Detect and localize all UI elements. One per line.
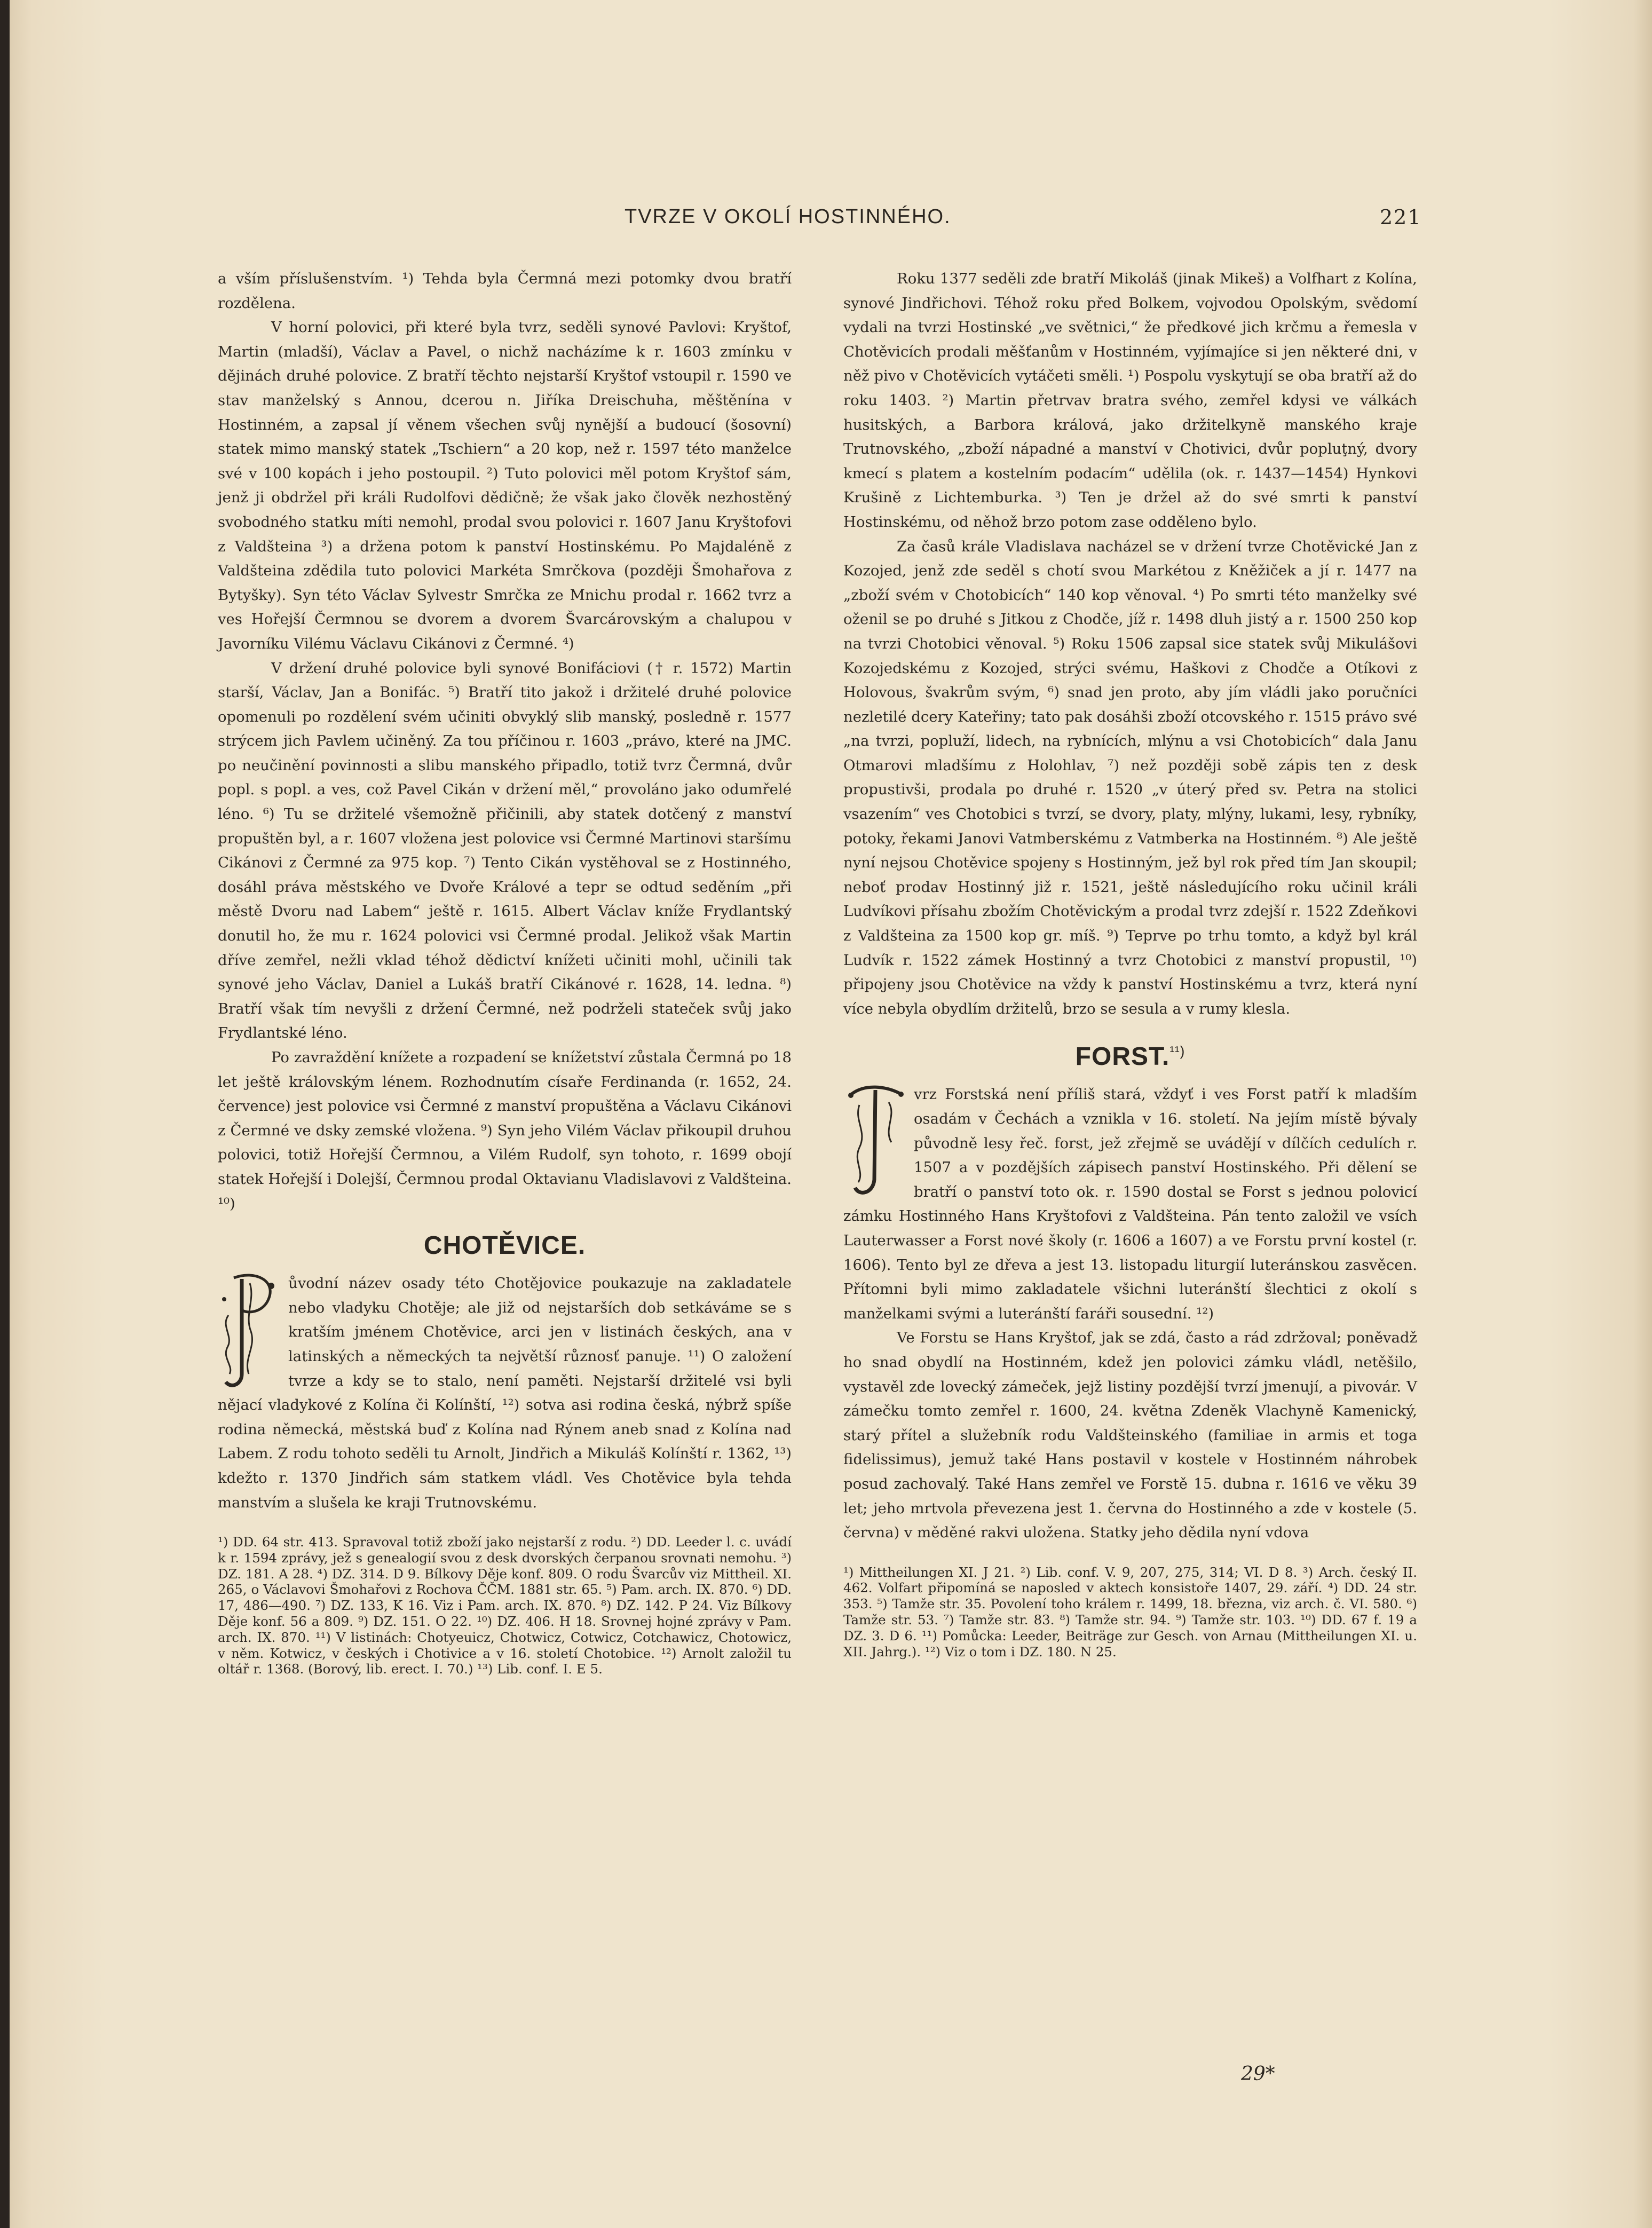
paragraph: Roku 1377 seděli zde bratří Mikoláš (jinak Mikeš) a Volfhart z Kolína, synové Jindřichovi. Téhož roku před Bolkem, vojvodou Opolským, svědomí vydali na tvrzi Hostinské „ve světnici,“ že předkové jich krčmu a řemesla v Chotěvicích prodali měšťanům v Hostinném, vyjímajíce si jen některé dni, v něž pivo v Chotěvicích vytáčeti směli. ¹) Pospolu vyskytují se oba bratří až do roku 1403. ²) Martin přetrvav bratra svého, zemřel kdysi ve válkách husitských, a Barbora králová, jako držitelkyně manského kraje Trutnovského, „zboží nápadné a manství v Chotivici, dvůr popluţný, dvory kmecí s platem a kostelním podacím“ udělila (ok. r. 1437—1454) Hynkovi Krušině z Lichtemburka. ³) Ten je držel až do své smrti k panství Hostinskému, od něhož brzo potom zase odděleno bylo. <box>843 270 1417 531</box>
ornamental-letter-icon <box>218 1267 281 1393</box>
running-header <box>625 206 1428 228</box>
footnotes: ¹) Mittheilungen XI. J 21. ²) Lib. conf. V. 9, 207, 275, 314; VI. D 8. ³) Arch. český II. 462. Volfart připomíná se naposled v aktech konsistoře 1407, 29. září. ⁴) DD. 24 str. 353. ⁵) Tamže str. 35. Povolení toho králem r. 1499, 18. března, viz arch. č. VI. 580. ⁶) Tamže str. 53. ⁷) Tamže str. 83. ⁸) Tamže str. 94. ⁹) Tamže str. 103. ¹⁰) DD. 67 f. 19 a DZ. 3. D 6. ¹¹) Pomůcka: Leeder, Beiträge zur Gesch. von Arnau (Mittheilungen XI. u. XII. Jahrg.). ¹²) Viz o tom i DZ. 180. N 25. <box>843 1564 1417 1660</box>
right-column <box>843 267 1417 1660</box>
section-title-forst <box>843 1035 1417 1073</box>
page-number: 221 <box>1380 206 1422 229</box>
footnotes: ¹) DD. 64 str. 413. Spravoval totiž zboží jako nejstarší z rodu. ²) DD. Leeder l. c. uvádí k r. 1594 zprávy, jež s genealogií svou z desk dvorských čerpanou srovnati nemohu. ³) DZ. 181. A 28. ⁴) DZ. 314. D 9. Bílkovy Děje konf. 809. O rodu Švarcův viz Mittheil. XI. 265, o Václavovi Šmohařovi z Rochova ČČM. 1881 str. 65. ⁵) Pam. arch. IX. 870. ⁶) DD. 17, 486—490. ⁷) DZ. 133, K 16. Viz i Pam. arch. IX. 870. ⁸) DZ. 142. P 24. Viz Bílkovy Děje konf. 56 a 809. ⁹) DZ. 151. O 22. ¹⁰) DZ. 406. H 18. Srovnej hojné zprávy v Pam. arch. IX. 870. ¹¹) V listinách: Chotyeuicz, Chotwicz, Cotwicz, Cotchawicz, Chotowicz, v něm. Kotwicz, v českých i Chotivice a v 16. století Chotobice. ¹²) Arnolt založil tu oltář r. 1368. (Borový, lib. erect. I. 70.) ¹³) Lib. conf. I. E 5. <box>218 1534 792 1677</box>
decorative-initial-t <box>843 1078 906 1204</box>
section-title-note: ¹¹) <box>1169 1043 1185 1060</box>
paragraph: V držení druhé polovice byli synové Bonifáciovi († r. 1572) Martin starší, Václav, Jan a Bonifác. ⁵) Bratří tito jakož i držitelé druhé polovice opomenuli po rozdělení svém učiniti obvyklý slib manský, posledně r. 1577 strýcem jich Pavlem učiněný. Za tou příčinou r. 1603 „právo, které na JMC. po neučinění povinnosti a slibu manského připadlo, totiž tvrz Čermná, dvůr popl. s popl. a ves, což Pavel Cikán v držení měl,“ provoláno jako odumřelé léno. ⁶) Tu se držitelé všemožně přičinili, aby statek dotčený z manství propuštěn byl, a r. 1607 vložena jest polovice vsi Čermné Martinovi staršímu Cikánovi z Čermné za 975 kop. ⁷) Tento Cikán vystěhoval se z Hostinného, dosáhl práva městského ve Dvoře Králové a tepr se odtud seděním „při městě Dvoru nad Labem“ ještě r. 1615. Albert Václav kníže Frydlantský donutil ho, že mu r. 1624 polovici vsi Čermné prodal. Jelikož však Martin dříve zemřel, nežli vklad téhož dědictví knížeti učiniti mohl, učinili tak synové jeho Václav, Daniel a Lukáš bratří Cikánové r. 1628, 14. ledna. ⁸) Bratří však tím nevyšli z držení Čermné, než podrželi stateček svůj jako Frydlantské léno. <box>218 659 792 1042</box>
paragraph: Za časů krále Vladislava nacházel se v držení tvrze Chotěvické Jan z Kozojed, jenž zde seděl s chotí svou Markétou z Kněžiček a jí r. 1477 na „zboží svém v Chotobicích“ 140 kop věnoval. ⁴) Po smrti této manželky své oženil se po druhé s Jitkou z Chodče, jíž r. 1498 dluh jistý a r. 1500 250 kop na tvrzi Chotobici věnoval. ⁵) Roku 1506 zapsal sice statek svůj Mikulášovi Kozojedskému z Kozojed, strýci svému, Haškovi z Chodče a Otíkovi z Holovous, švakrům svým, ⁶) snad jen proto, aby jím vládli jako poručníci nezletilé dcery Kateřiny; tato pak dosáhši zboží otcovského r. 1515 právo své „na tvrzi, popluží, lidech, na rybnících, mlýnu a vsi Chotobicích“ dala Janu Otmarovi mladšímu z Holohlav, ⁷) než později sobě zápis ten z desk propustivši, prodala po druhé r. 1520 „v úterý před sv. Petra na stolici vsazením“ ves Chotobici s tvrzí, se dvory, platy, mlýny, lukami, lesy, rybníky, potoky, řekami Janovi Vatmberskému z Vatmberka na Hostinném. ⁸) Ale ještě nyní nejsou Chotěvice spojeny s Hostinným, jež byl rok před tím Jan skoupil; neboť prodav Hostinný již r. 1521, ještě následujícího roku učinil králi Ludvíkovi přísahu zbožím Chotěvickým a prodal tvrz zdejší r. 1522 Zdeňkovi z Valdšteina za 1500 kop gr. míš. ⁹) Teprve po trhu tomto, a když byl král Ludvík r. 1522 zámek Hostinný a tvrz Chotobici z manství propustil, ¹⁰) připojeny jsou Chotěvice na vždy k panství Hostinskému a tvrz, která nyní více nebyla obydlím držitelů, brzo se sesula a v rumy klesla. <box>843 538 1417 1017</box>
ornamental-letter-icon <box>843 1078 906 1204</box>
decorative-initial-p <box>218 1267 281 1393</box>
paragraph: Ve Forstu se Hans Kryštof, jak se zdá, často a rád zdržoval; poněvadž ho snad obydlí na Hostinném, kdež jen polovici zámku vládl, netěšilo, vystavěl zde lovecký zámeček, jejž listiny pozdější tvrzí jmenují, a pivovár. V zámečku tomto zemřel r. 1600, 24. května Zdeněk Vlachyně Kamenický, starý přítel a služebník rodu Valdšteinského (familiae in armis et toga fidelissimus), jemuž také Hans postavil v kostele v Hostinném náhrobek posud zachovalý. Také Hans zemřel ve Forstě 15. dubna r. 1616 ve věku 39 let; jeho mrtvola převezena jest 1. června do Hostinného a zde v kostele (5. června) v měděné rakvi uložena. Statky jeho dědila nyní vdova <box>843 1329 1417 1542</box>
section-title-text: FORST. <box>1075 1042 1170 1071</box>
paragraph: a vším příslušenstvím. ¹) Tehda byla Čermná mezi potomky dvou bratří rozdělena. <box>218 270 792 312</box>
header-title: TVRZE V OKOLÍ HOSTINNÉHO. <box>625 206 951 228</box>
left-column <box>218 267 792 1677</box>
binding-edge <box>0 0 10 2228</box>
paragraph: ůvodní název osady této Chotějovice poukazuje na zakladatele nebo vladyku Chotěje; ale již od nejstarších dob setkáváme se s kratším jménem Chotěvice, arci jen v listinách českých, ana v latinských a německých ta největší různosť panuje. ¹¹) O založení tvrze a kdy se to stalo, není paměti. Nejstarší držitelé vsi byli nějací vladykové z Kolína či Kolínští, ¹²) sotva asi rodina česká, nýbrž spíše rodina německá, městská buď z Kolína nad Rýnem aneb snad z Kolína nad Labem. Z rodu tohoto seděli tu Arnolt, Jindřich a Mikuláš Kolínští r. 1362, ¹³) kdežto r. 1370 Jindřich sám statkem vládl. Ves Chotěvice byla tehda manstvím a slušela ke kraji Trutnovskému. <box>218 1275 792 1511</box>
paragraph: V horní polovici, při které byla tvrz, seděli synové Pavlovi: Kryštof, Martin (mladší), Václav a Pavel, o nichž nacházíme k r. 1603 zmínku v dějinách druhé polovice. Z bratří těchto nejstarší Kryštof vstoupil r. 1590 ve stav manželský s Annou, dcerou n. Jiříka Dreischuha, měštěnína v Hostinném, a zapsal jí věnem všechen svůj nynější a budoucí (šosovní) statek mimo manský statek „Tschiern“ a 20 kop, než r. 1597 této manželce své v 100 kopách i jeho postoupil. ²) Tuto polovici měl potom Kryštof sám, jenž ji obdržel při králi Rudolfovi dědičně; že však jako člověk nezhostěný svobodného statku míti nemohl, prodal svou polovici r. 1607 Janu Kryštofovi z Valdšteina ³) a držena potom k panství Hostinskému. Po Majdaléně z Valdšteina zdědila tuto polovici Markéta Smrčkova (později Šmohařova z Bytyšky). Syn této Václav Sylvestr Smrčka ze Mnichu prodal r. 1662 tvrz a ves Hořejší Čermnou se dvorem a dvorem Švarcárovským a chalupou v Javorníku Vilému Václavu Cikánovi z Čermné. ⁴) <box>218 319 792 652</box>
paragraph: Po zavraždění knížete a rozpadení se knížetství zůstala Čermná po 18 let ještě královským lénem. Rozhodnutím císaře Ferdinanda (r. 1652, 24. července) jest polovice vsi Čermné z manství propuštěna a Václavu Cikánovi z Čermné ve dsky zemské vložena. ⁹) Syn jeho Vilém Václav přikoupil druhou polovici, totiž Hořejší Čermnou, a Vilém Rudolf, syn tohoto, r. 1699 obojí statek Hořejší i Dolejší, Čermnou prodal Oktavianu Vladislavovi z Valdšteina. ¹⁰) <box>218 1049 792 1212</box>
signature-mark: 29* <box>1241 2063 1275 2085</box>
paragraph: vrz Forstská není příliš stará, vždyť i ves Forst patří k mladším osadám v Čechách a vznikla v 16. století. Na jejím místě bývaly původně lesy řeč. forst, jež zřejmě se uvádějí v dílčích cedulích r. 1507 a v pozdějších zápisech panství Hostinského. Při dělení se bratří o panství toto ok. r. 1590 dostal se Forst s jednou polovicí zámku Hostinného Hans Kryštofovi z Valdšteina. Pán tento založil ve vsích Lauterwasser a Forst nové školy (r. 1606 a 1607) a ve Forstu první kostel (r. 1606). Tento byl ze dřeva a jest 13. listopadu liturgií luteránskou zasvěcen. Přítomni byli mimo zakladatele všichni luteránští šlechtici z okolí s manželkami svými a luteránští faráři sousední. ¹²) <box>843 1086 1417 1322</box>
section-title-chotevice: CHOTĚVICE. <box>423 1231 586 1260</box>
